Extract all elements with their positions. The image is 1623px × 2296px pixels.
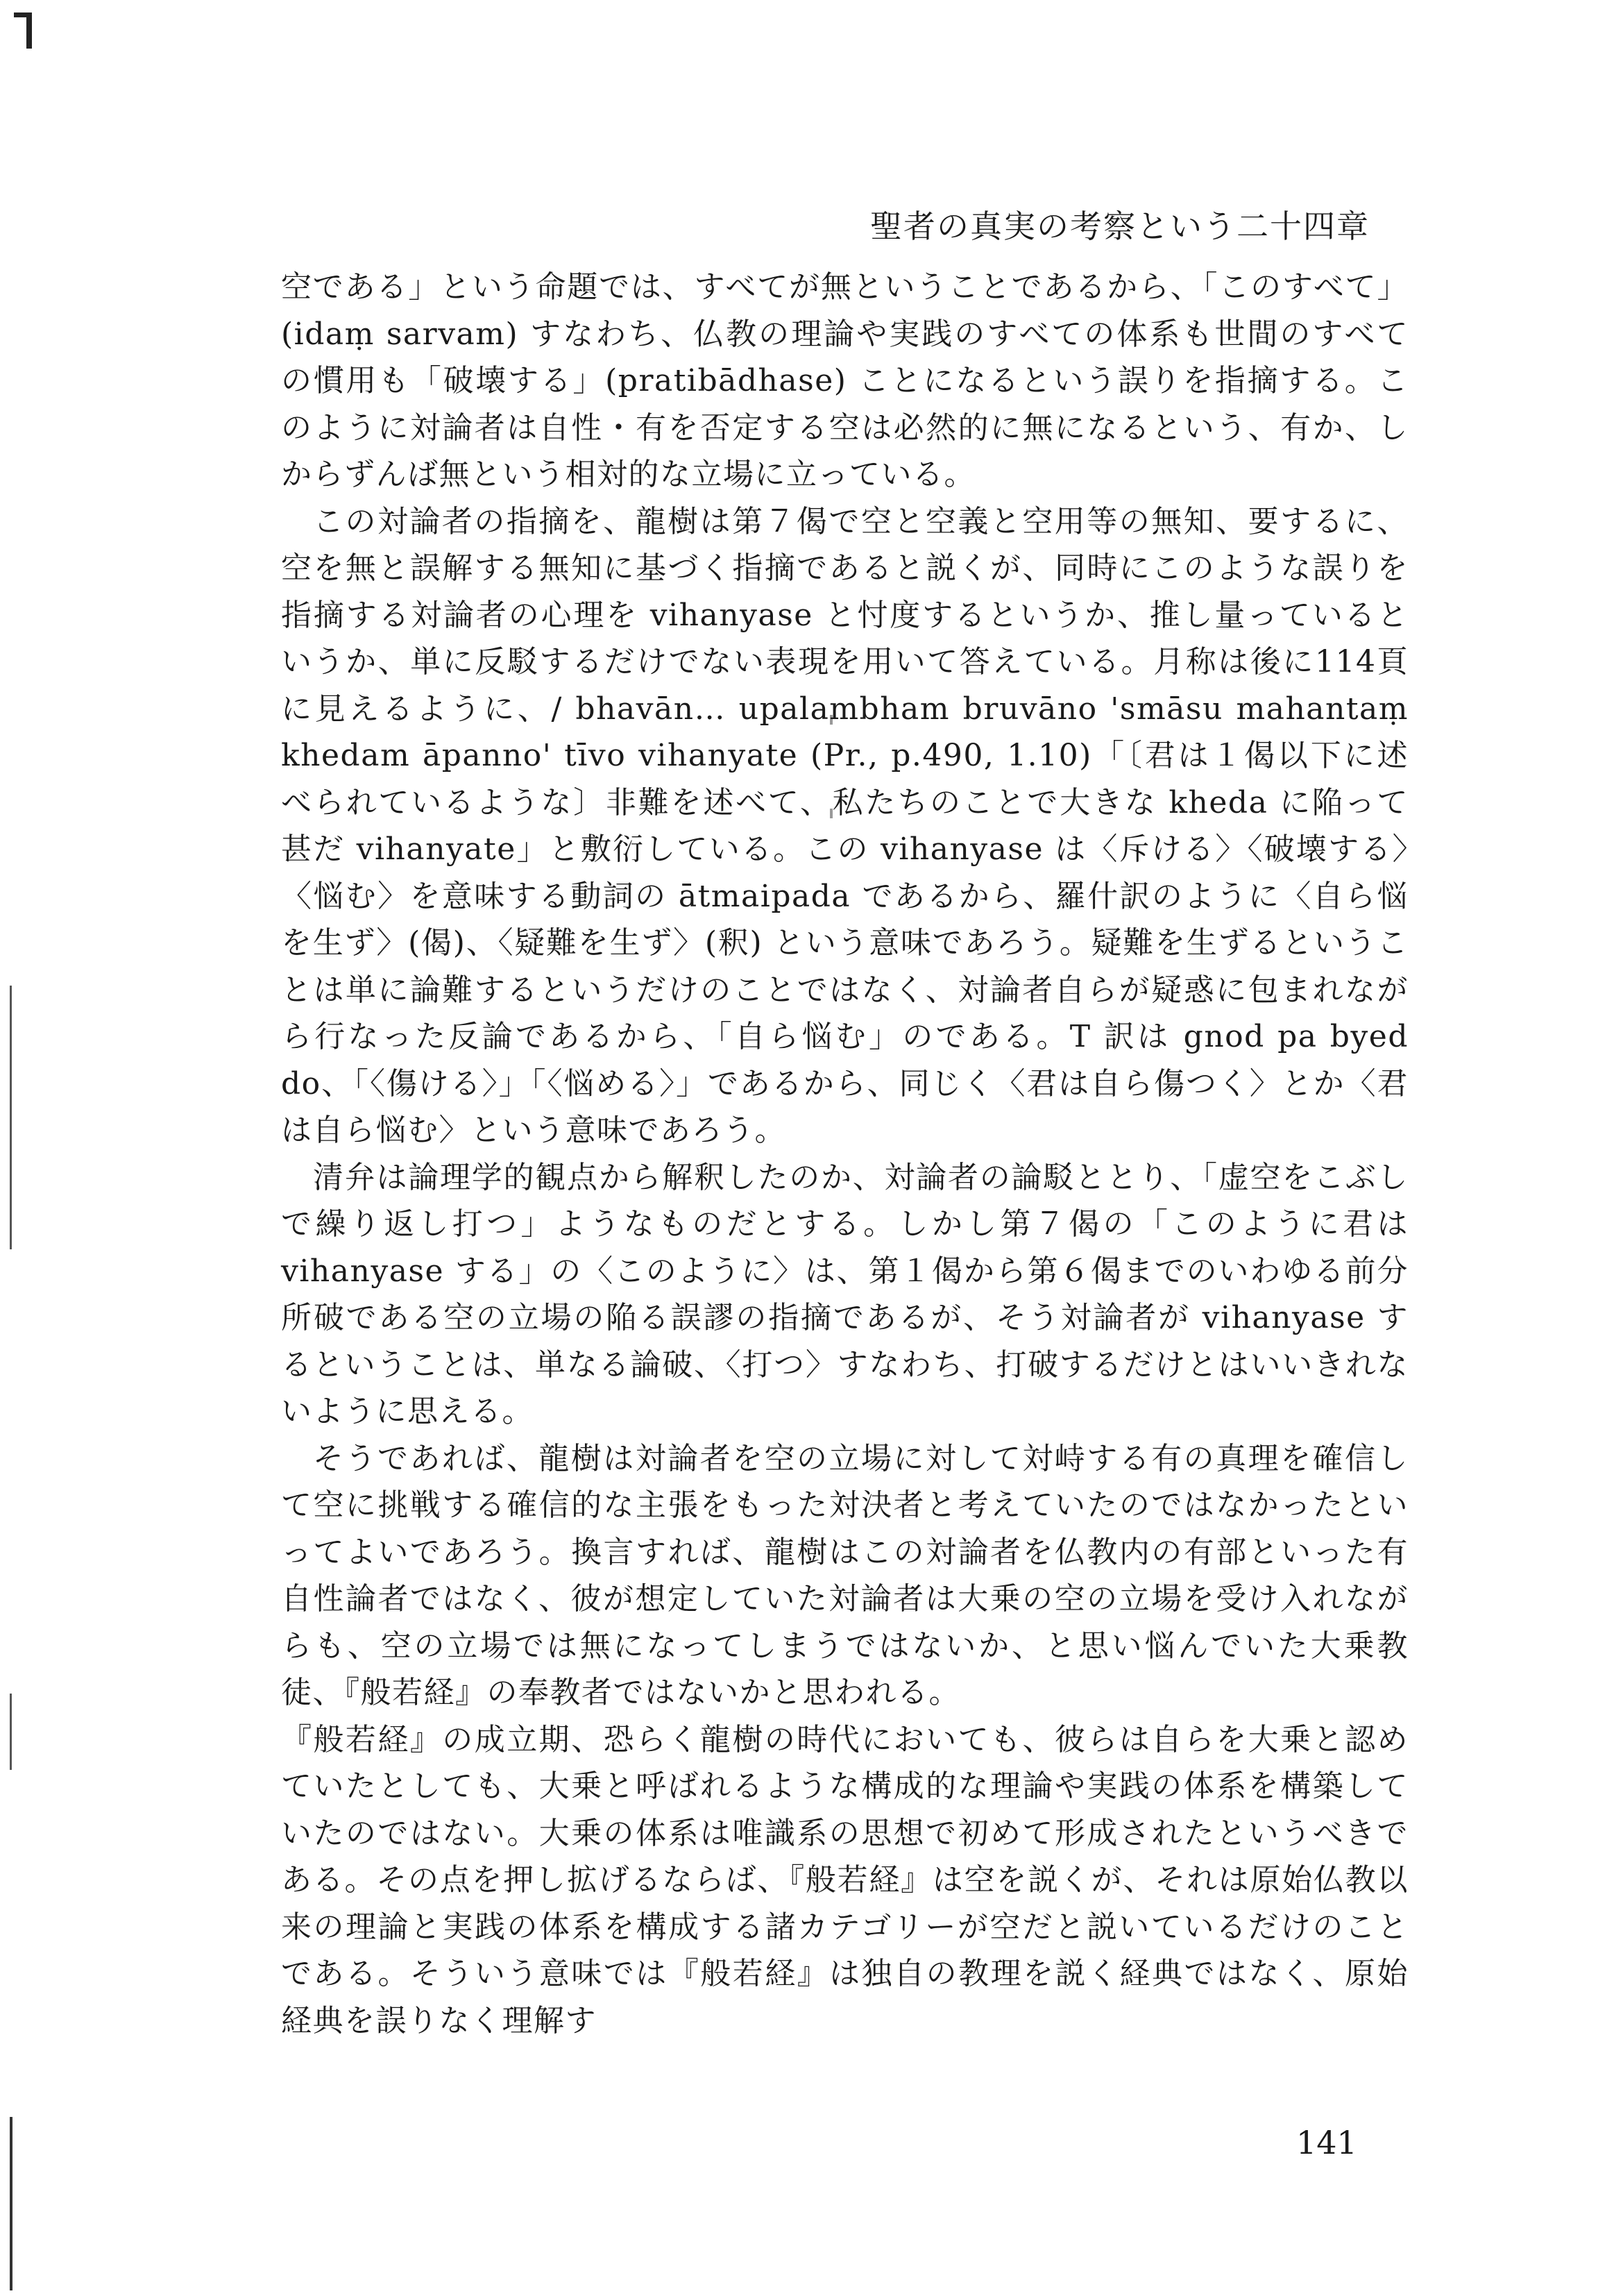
scan-corner-mark — [26, 12, 32, 49]
paragraph-2: この対論者の指摘を、龍樹は第７偈で空と空義と空用等の無知、要するに、空を無と誤解する無知に基づく指摘であると説くが、同時にこのような誤りを指摘する対論者の心理を vihanyase と忖度するというか、推し量っているというか、単に反駁するだけでない表現を用いて答えている。月称は後に114頁に見えるように、/ bhavān… upalambham bruvāno 'smāsu mahantaṃ khedam āpanno' tīvo vihanyate (Pr., p.490, 1.10)「〔君は１偈以下に述べられているような〕非難を述べて、私たちのことで大きな kheda に陥って甚だ vihanyate」と敷衍している。この vihanyase は〈斥ける〉〈破壊する〉〈悩む〉を意味する動詞の ātmaipada であるから、羅什訳のように〈自ら悩を生ず〉(偈)、〈疑難を生ず〉(釈) という意味であろう。疑難を生ずるということは単に論難するというだけのことではなく、対論者自らが疑惑に包まれながら行なった反論であるから、「自ら悩む」のである。T 訳は gnod pa byed do、「〈傷ける〉」「〈悩める〉」であるから、同じく〈君は自ら傷つく〉とか〈君は自ら悩む〉という意味であろう。 — [281, 503, 1409, 1148]
scan-edge-mark — [10, 1694, 12, 1770]
scan-edge-mark — [10, 2117, 12, 2290]
paragraph-5: 『般若経』の成立期、恐らく龍樹の時代においても、彼らは自らを大乗と認めていたとしても、大乗と呼ばれるような構成的な理論や実践の体系を構築していたのではない。大乗の体系は唯識系の思想で初めて形成されたというべきである。その点を押し拡げるならば、『般若経』は空を説くが、それは原始仏教以来の理論と実践の体系を構成する諸カテゴリーが空だと説いているだけのことである。そういう意味では『般若経』は独自の教理を説く経典ではなく、原始経典を誤りなく理解す — [281, 1721, 1409, 2038]
paragraph-1: 空である」という命題では、すべてが無ということであるから、「このすべて」(idaṃ sarvam) すなわち、仏教の理論や実践のすべての体系も世間のすべての慣用も「破壊する」(pratibādhase) ことになるという誤りを指摘する。このように対論者は自性・有を否定する空は必然的に無になるという、有か、しからずんば無という相対的な立場に立っている。 — [281, 269, 1409, 492]
body-text — [281, 264, 1409, 2044]
scan-edge-mark — [10, 986, 12, 1249]
running-header-title: 聖者の真実の考察という二十四章 — [870, 208, 1370, 245]
paragraph-3: 清弁は論理学的観点から解釈したのか、対論者の論駁ととり、「虚空をこぶしで繰り返し打つ」ようなものだとする。しかし第７偈の「このように君は vihanyase する」の〈このように〉は、第１偈から第６偈までのいわゆる前分所破である空の立場の陥る誤謬の指摘であるが、そう対論者が vihanyase するということは、単なる論破、〈打つ〉すなわち、打破するだけとはいいきれないように思える。 — [281, 1159, 1409, 1429]
paragraph-4: そうであれば、龍樹は対論者を空の立場に対して対峙する有の真理を確信して空に挑戦する確信的な主張をもった対決者と考えていたのではなかったといってよいであろう。換言すれば、龍樹はこの対論者を仏教内の有部といった有自性論者ではなく、彼が想定していた対論者は大乗の空の立場を受け入れながらも、空の立場では無になってしまうではないか、と思い悩んでいた大乗教徒、『般若経』の奉教者ではないかと思われる。 — [281, 1440, 1409, 1710]
page-number: 141 — [1296, 2124, 1357, 2161]
